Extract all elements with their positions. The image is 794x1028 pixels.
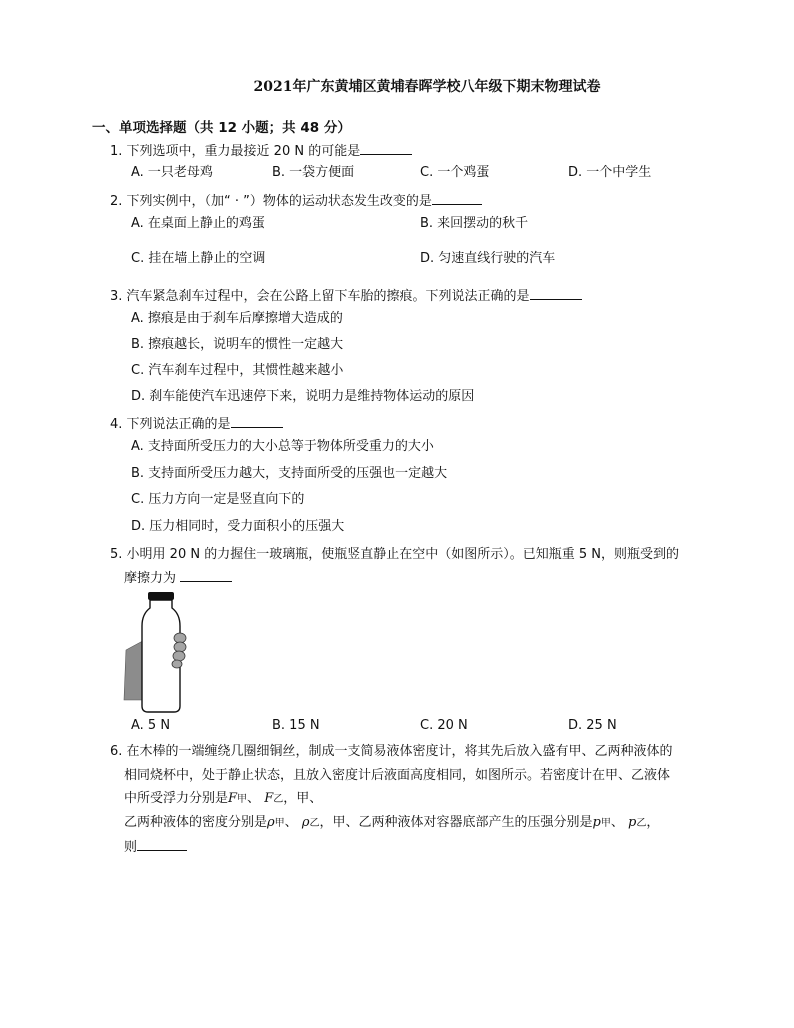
question-2-stem: 2. 下列实例中，（加“ · ”）物体的运动状态发生改变的是	[110, 192, 482, 211]
finger	[173, 651, 185, 661]
bottle-in-hand-figure	[118, 588, 198, 718]
question-6-line-2: 相同烧杯中，处于静止状态，且放入密度计后液面高度相同，如图所示。若密度计在甲、乙液体	[124, 768, 671, 783]
q1-option-c: C. 一个鸡蛋	[420, 165, 490, 180]
q5-option-c: C. 20 N	[420, 718, 468, 733]
q4-option-b: B. 支持面所受压力越大，支持面所受的压强也一定越大	[131, 466, 448, 481]
q1-option-d: D. 一个中学生	[568, 165, 652, 180]
question-3-stem: 3. 汽车紧急刹车过程中，会在公路上留下车胎的擦痕。下列说法正确的是	[110, 287, 582, 306]
q3-option-c: C. 汽车刹车过程中，其惯性越来越小	[131, 363, 344, 378]
question-5-stem-cont: 摩擦力为	[124, 569, 232, 588]
finger	[174, 642, 186, 652]
answer-blank[interactable]	[530, 287, 582, 300]
q5-option-b: B. 15 N	[272, 718, 320, 733]
q4-option-c: C. 压力方向一定是竖直向下的	[131, 492, 305, 507]
answer-blank[interactable]	[180, 569, 232, 582]
question-6-line-1: 6. 在木棒的一端缠绕几圈细铜丝，制成一支简易液体密度计，将其先后放入盛有甲、乙两种液体的	[110, 744, 673, 759]
q3-option-a: A. 擦痕是由于刹车后摩擦增大造成的	[131, 311, 343, 326]
page-title: 2021年广东黄埔区黄埔春晖学校八年级下期末物理试卷	[253, 79, 601, 95]
question-5-stem: 5. 小明用 20 N 的力握住一玻璃瓶，使瓶竖直静止在空中（如图所示）。已知瓶重 5 N，则瓶受到的	[110, 547, 679, 562]
q2-option-c: C. 挂在墙上静止的空调	[131, 251, 266, 266]
answer-blank[interactable]	[360, 142, 412, 155]
q2-option-d: D. 匀速直线行驶的汽车	[420, 251, 556, 266]
bottle-cap	[148, 592, 174, 600]
question-1-stem: 1. 下列选项中，重力最接近 20 N 的可能是	[110, 142, 412, 161]
answer-blank[interactable]	[137, 838, 187, 851]
answer-blank[interactable]	[432, 192, 482, 205]
q5-option-d: D. 25 N	[568, 718, 617, 733]
question-6-line-5: 则	[124, 838, 187, 857]
question-4-stem: 4. 下列说法正确的是	[110, 415, 283, 434]
q1-option-b: B. 一袋方便面	[272, 165, 355, 180]
q2-option-b: B. 来回摆动的秋千	[420, 216, 529, 231]
q3-option-d: D. 刹车能使汽车迅速停下来，说明力是维持物体运动的原因	[131, 389, 475, 404]
finger	[172, 660, 182, 668]
q4-option-d: D. 压力相同时，受力面积小的压强大	[131, 519, 345, 534]
q1-option-a: A. 一只老母鸡	[131, 165, 213, 180]
q4-option-a: A. 支持面所受压力的大小总等于物体所受重力的大小	[131, 439, 434, 454]
finger	[174, 633, 186, 643]
q2-option-a: A. 在桌面上静止的鸡蛋	[131, 216, 265, 231]
q5-option-a: A. 5 N	[131, 718, 171, 733]
question-6-line-3: 中所受浮力分别是F甲、 F乙，甲、	[124, 791, 323, 806]
section-heading: 一、单项选择题（共 12 小题；共 48 分）	[92, 120, 351, 136]
q3-option-b: B. 擦痕越长，说明车的惯性一定越大	[131, 337, 344, 352]
answer-blank[interactable]	[231, 415, 283, 428]
question-6-line-4: 乙两种液体的密度分别是ρ甲、 ρ乙，甲、乙两种液体对容器底部产生的压强分别是p甲、 p乙，	[124, 815, 660, 830]
